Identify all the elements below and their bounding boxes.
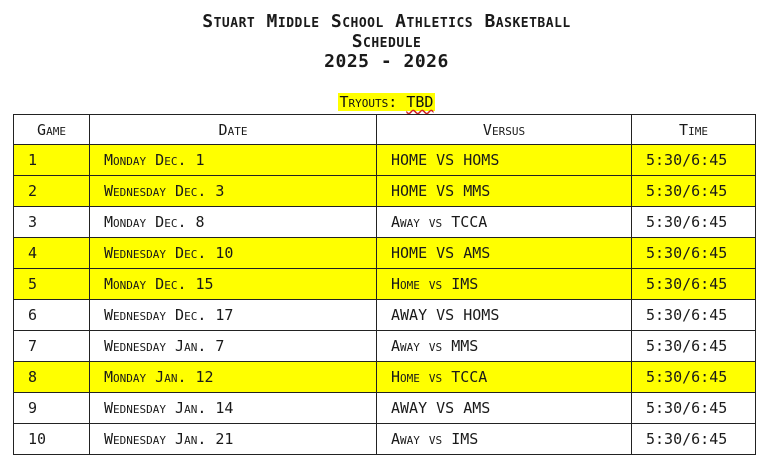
table-row xyxy=(14,300,756,331)
cell-date: Monday Dec. 1 xyxy=(90,145,377,176)
table-row xyxy=(14,269,756,300)
header-time: Time xyxy=(632,115,756,145)
header-versus: Versus xyxy=(377,115,632,145)
table-row xyxy=(14,424,756,455)
cell-game: 10 xyxy=(14,424,90,455)
cell-date: Wednesday Jan. 7 xyxy=(90,331,377,362)
cell-game: 7 xyxy=(14,331,90,362)
cell-versus: AWAY VS HOMS xyxy=(377,300,632,331)
table-row xyxy=(14,331,756,362)
table-row xyxy=(14,176,756,207)
table-row xyxy=(14,207,756,238)
cell-game: 8 xyxy=(14,362,90,393)
cell-game: 1 xyxy=(14,145,90,176)
cell-date: Wednesday Jan. 21 xyxy=(90,424,377,455)
cell-date: Monday Dec. 8 xyxy=(90,207,377,238)
tryouts-label: Tryouts: xyxy=(339,93,398,111)
cell-versus: Home vs TCCA xyxy=(377,362,632,393)
cell-time: 5:30/6:45 xyxy=(632,269,756,300)
cell-game: 5 xyxy=(14,269,90,300)
table-row xyxy=(14,362,756,393)
cell-time: 5:30/6:45 xyxy=(632,176,756,207)
cell-game: 6 xyxy=(14,300,90,331)
cell-date: Monday Dec. 15 xyxy=(90,269,377,300)
table-row xyxy=(14,393,756,424)
cell-versus: HOME VS HOMS xyxy=(377,145,632,176)
cell-versus: Away vs MMS xyxy=(377,331,632,362)
header-date: Date xyxy=(90,115,377,145)
cell-versus: HOME VS AMS xyxy=(377,238,632,269)
cell-game: 3 xyxy=(14,207,90,238)
cell-time: 5:30/6:45 xyxy=(632,145,756,176)
table-row xyxy=(14,145,756,176)
cell-time: 5:30/6:45 xyxy=(632,393,756,424)
cell-time: 5:30/6:45 xyxy=(632,300,756,331)
cell-versus: HOME VS MMS xyxy=(377,176,632,207)
cell-date: Wednesday Jan. 14 xyxy=(90,393,377,424)
schedule-table xyxy=(13,114,756,455)
cell-game: 4 xyxy=(14,238,90,269)
cell-versus: AWAY VS AMS xyxy=(377,393,632,424)
cell-time: 5:30/6:45 xyxy=(632,207,756,238)
cell-time: 5:30/6:45 xyxy=(632,238,756,269)
cell-date: Wednesday Dec. 3 xyxy=(90,176,377,207)
table-header-row xyxy=(14,115,756,145)
schedule-body xyxy=(14,145,756,455)
header-game: Game xyxy=(14,115,90,145)
cell-versus: Away vs TCCA xyxy=(377,207,632,238)
cell-time: 5:30/6:45 xyxy=(632,362,756,393)
cell-versus: Away vs IMS xyxy=(377,424,632,455)
title-line-season: 2025 - 2026 xyxy=(324,51,449,72)
tryouts-value: TBD xyxy=(406,93,434,111)
tryouts-highlight xyxy=(338,93,436,111)
tryouts-notice xyxy=(0,92,773,111)
title-line-schedule: Schedule xyxy=(351,31,422,52)
cell-date: Monday Jan. 12 xyxy=(90,362,377,393)
cell-time: 5:30/6:45 xyxy=(632,331,756,362)
document-title xyxy=(0,12,773,72)
cell-game: 2 xyxy=(14,176,90,207)
table-row xyxy=(14,238,756,269)
cell-time: 5:30/6:45 xyxy=(632,424,756,455)
title-line-school: Stuart Middle School Athletics Basketball xyxy=(202,11,571,32)
cell-game: 9 xyxy=(14,393,90,424)
cell-versus: Home vs IMS xyxy=(377,269,632,300)
cell-date: Wednesday Dec. 17 xyxy=(90,300,377,331)
cell-date: Wednesday Dec. 10 xyxy=(90,238,377,269)
